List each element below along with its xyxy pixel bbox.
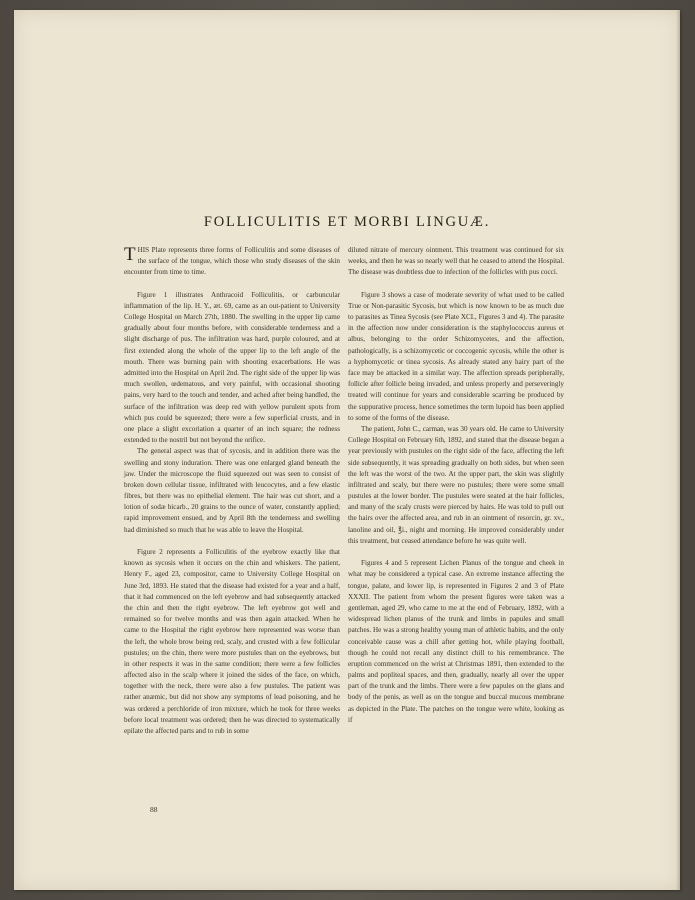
text-column-right	[348, 245, 564, 726]
paragraph-figures-4-5: Figures 4 and 5 represent Lichen Planus of the tongue and cheek in what may be considered a typical case. An extreme instance affecting the tongue, palate, and lower lip, is represented in Figures 2 and 3 of Plate XXXII. The patient from whom the present figures were taken was a gentleman, aged 29, who came to me at the end of February, 1892, with a widespread lichen planus of the trunk and limbs in papules and small patches. He was a strong healthy young man of athletic habits, and the only conceivable cause was a chill after getting hot, while playing football, though he could not recall any distinct chill to his remembrance. The eruption commenced on the wrist at Christmas 1891, then extended to the palms and popliteal spaces, and then, gradually, nearly all over the upper part of the trunk and the limbs. There were a few papules on the glans and body of the penis, as well as on the tongue and buccal mucous membrane as depicted in the Plate. The patches on the tongue were white, looking as if	[348, 559, 564, 724]
paragraph-figure-1-aspect: The general aspect was that of sycosis, and in addition there was the swelling and stony induration. There was one enlarged gland beneath the jaw. Under the microscope the fluid squeezed out was seen to consist of broken down cellular tissue, infiltrated with leucocytes, and a few elastic fibres, but there was no epithelial element. The hair was cut short, and a lotion of sodæ bicarb., 20 grains to the ounce of water, constantly applied; rapid improvement ensued, and by April 8th the tenderness and swelling had diminished so much that he was able to leave the Hospital.	[124, 447, 340, 534]
page-title: FOLLICULITIS ET MORBI LINGUÆ.	[203, 214, 491, 230]
book-page	[14, 10, 680, 890]
paragraph-figure-3: Figure 3 shows a case of moderate severity of what used to be called True or Non-parasitic Sycosis, but which is now known to be as much due to parasites as Tinea Sycosis (see Plate XCI., Figures 3 and 4). The parasite in the affection now under consideration is the staphylococcus aureus et albus, belonging to the order Schizomycetes, and the affection, pathologically, is a schizomycetic or coccogenic sycosis, while the other is a hyphomycetic or tinea sycosis. As already stated any hairy part of the face may be attacked in a similar way. The affection spreads peripherally, follicle after follicle being invaded, and unless properly and perseveringly treated will continue for years and considerable scarring be produced by the suppurative process, hence sometimes the term lupoid has been applied to some of the forms of the disease.	[348, 290, 564, 422]
paragraph-intro-text: HIS Plate represents three forms of Folliculitis and some diseases of the surface of the tongue, which those who study diseases of the skin encounter from time to time.	[124, 246, 340, 277]
text-column-left	[124, 245, 340, 737]
page-number: 88	[150, 805, 158, 814]
paragraph-figure-2-continued: diluted nitrate of mercury ointment. This treatment was continued for six weeks, and then he was so nearly well that he ceased to attend the Hospital. The disease was doubtless due to infection of the follicles with pus cocci.	[348, 246, 564, 277]
paragraph-figure-3-patient: The patient, John C., carman, was 30 years old. He came to University College Hospital on February 6th, 1892, and stated that the disease began a year previously with pustules on the right side of the face, affecting the left side subsequently, it was spreading gradually on both sides, but when seen the left was the worst of the two. At the upper part, the skin was slightly infiltrated and scaly, but there were no pustules; there were some small pustules at the lower border. The pustules were seated at the hair follicles, and many of the scaly crusts were pierced by hairs. He was told to pull out the hairs over the affected area, and rub in an ointment of resorcin, gr. xv., lanoline and oil, ℥i., night and morning. He improved considerably under this treatment, but ceased attendance before he was quite well.	[348, 424, 564, 545]
page-edge-shadow	[676, 10, 680, 890]
paragraph-figure-1: Figure 1 illustrates Anthracoid Folliculitis, or carbuncular inflammation of the lip. H. Y., æt. 69, came as an out-patient to University College Hospital on March 27th, 1880. The swelling in the upper lip came gradually about four months before, with considerable tenderness and a slight discharge of pus. The infiltration was hard, purple coloured, and at first extended along the whole of the upper lip to the left angle of the mouth. There was burning pain with shooting exacerbations. He was admitted into the Hospital on April 2nd. The right side of the upper lip was much swollen, œdematous, and very painful, with occasional shooting pains, very hard to the touch and tender, and ached after being handled, the surface of the infiltration was deep red with yellow purulent spots from which pus could be squeezed; there were a few superficial crusts, and in one place a slight excoriation a quarter of an inch square; the redness extended to the nostril but not beyond the orifice.	[124, 290, 340, 445]
paragraph-intro	[124, 245, 340, 279]
drop-cap: T	[124, 244, 136, 265]
paragraph-figure-2: Figure 2 represents a Folliculitis of the eyebrow exactly like that known as sycosis when it occurs on the chin and whiskers. The patient, Henry F., aged 23, compositor, came to University College Hospital on June 3rd, 1893. He stated that the disease had existed for a year and a half, that it had commenced on the left eyebrow and had subsequently attacked the chin and then the right eyebrow. The left eyebrow got well and remained so for twelve months and was then again attacked. When he came to the Hospital the right eyebrow here represented was worse than the left, the whole brow being red, scaly, and crusted with a few follicular pustules; on the chin, there were more pustules than on the eyebrows, but in other respects it was in the same condition; there were a few follicles affected also in the scalp where it joined the sides of the face, on which, together with the neck, there were also a few pustules. The patient was rather anæmic, but did not show any symptoms of lead poisoning, and he was ordered a perchloride of iron mixture, which he took for three weeks before local treatment was ordered; then he was directed to systematically epilate the affected parts and to rub in some	[124, 548, 340, 736]
